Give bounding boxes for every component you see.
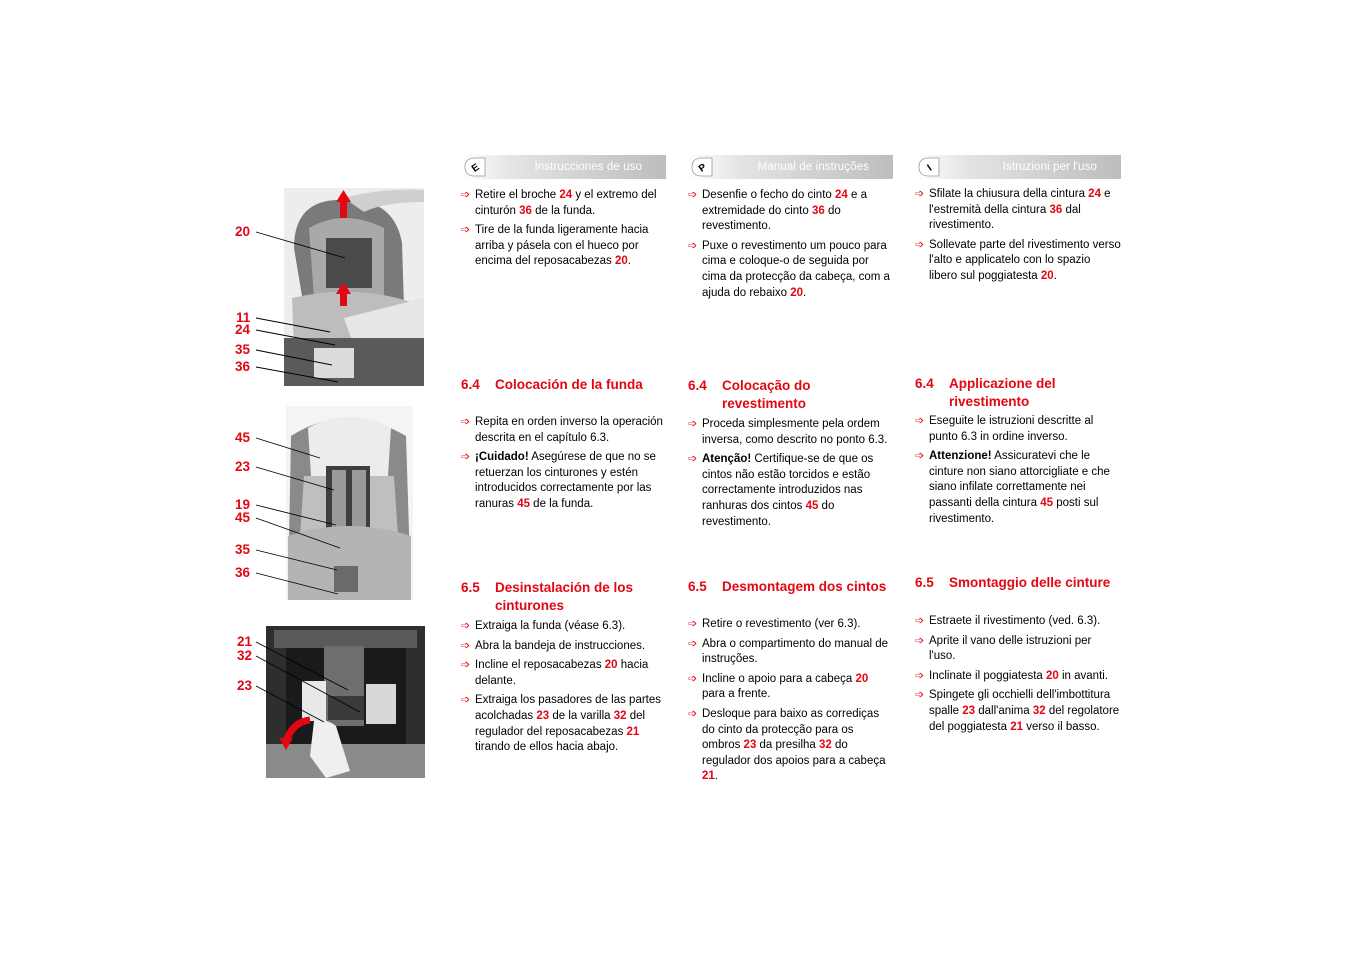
arrow-bullet-icon: ➩ xyxy=(688,189,698,201)
section-heading-6-4-es: 6.4 Colocación de la funda xyxy=(461,377,643,392)
column-header-pt xyxy=(688,155,893,179)
list-item: ➩ Tire de la funda ligeramente hacia arriba y pásela con el hueco por encima del reposacabezas 20. xyxy=(461,224,649,268)
callout-label: 35 xyxy=(235,342,251,357)
arrow-bullet-icon: ➩ xyxy=(915,188,925,200)
list-item: ➩ Sfilate la chiusura della cintura 24 e l'estremità della cintura 36 dal rivestimento. xyxy=(915,188,1111,232)
list-item: ➩ Inclinate il poggiatesta 20 in avanti. xyxy=(915,669,1121,685)
callout-label: 35 xyxy=(235,542,251,557)
arrow-bullet-icon: ➩ xyxy=(461,694,471,707)
list-item: ➩ Retire el broche 24 y el extremo del cinturón 36 de la funda. xyxy=(461,189,657,217)
language-tab-icon xyxy=(690,156,714,178)
section-6-3-pt xyxy=(688,188,894,305)
list-item: ➩ Puxe o revestimento um pouco para cima e coloque-o de seguida por cima da protecção da cabeça, com a ajuda do rebaixo 20. xyxy=(688,239,890,299)
callout-label: 19 xyxy=(235,497,251,512)
arrow-bullet-icon: ➩ xyxy=(915,238,925,251)
callout-label: 23 xyxy=(237,678,253,693)
language-tab-icon xyxy=(917,156,941,178)
column-header-it xyxy=(915,155,1121,179)
callout-label: 36 xyxy=(235,565,251,580)
arrow-bullet-icon: ➩ xyxy=(461,189,471,201)
callout-label: 45 xyxy=(235,510,251,525)
callout-label: 11 xyxy=(236,310,251,325)
arrow-bullet-icon: ➩ xyxy=(688,618,698,630)
list-item: ➩ Proceda simplesmente pela ordem inversa, como descrito no ponto 6.3. xyxy=(688,418,888,446)
arrow-bullet-icon: ➩ xyxy=(461,620,471,632)
list-item: ➩ Incline o apoio para a cabeça 20 para a frente. xyxy=(688,672,869,701)
callout-label: 23 xyxy=(235,459,251,474)
arrow-bullet-icon: ➩ xyxy=(915,615,925,627)
list-item: ➩ Extraiga los pasadores de las partes acolchadas 23 de la varilla 32 del regulador del reposacabezas 21 tirando de ellos hacia abajo. xyxy=(461,694,662,754)
list-item: ➩ Sollevate parte del rivestimento verso l'alto e applicatelo con lo spazio libero sul poggiatesta 20. xyxy=(915,238,1121,282)
list-item: ➩ Desloque para baixo as corrediças do cinto da protecção para os ombros 23 da presilha 32 do regulador dos apoios para a cabeça 21. xyxy=(688,707,886,783)
header-title: Istruzioni per l'uso xyxy=(1002,161,1097,173)
list-item: ➩ Atenção! Certifique-se de que os cintos não estão torcidos e estão correctamente introduzidos nas ranhuras dos cintos 45 do revestimento. xyxy=(688,453,874,528)
callout-label: 32 xyxy=(237,648,253,663)
callout-label: 24 xyxy=(235,322,251,337)
list-item: ➩ Incline el reposacabezas 20 hacia delante. xyxy=(461,659,649,687)
section-6-5-it xyxy=(915,614,1121,739)
arrow-bullet-icon: ➩ xyxy=(461,224,471,237)
callout-label: 45 xyxy=(235,430,251,445)
section-6-3-it xyxy=(915,187,1121,289)
svg-text:P: P xyxy=(696,161,709,175)
list-item: ➩ Extraiga la funda (véase 6.3). xyxy=(461,619,667,635)
header-title: Manual de instruções xyxy=(757,161,869,173)
callout-label: 36 xyxy=(235,359,251,374)
arrow-bullet-icon: ➩ xyxy=(461,451,471,464)
arrow-bullet-icon: ➩ xyxy=(915,450,925,463)
list-item: ➩ Abra la bandeja de instrucciones. xyxy=(461,639,667,655)
arrow-bullet-icon: ➩ xyxy=(688,453,698,466)
list-item: ➩ ¡Cuidado! Asegúrese de que no se retuerzan los cinturones y estén introducidos correctamente por las ranuras 45 de la funda. xyxy=(461,451,656,510)
callout-label: 21 xyxy=(237,634,253,649)
arrow-bullet-icon: ➩ xyxy=(688,239,698,252)
column-header-es xyxy=(461,155,666,179)
arrow-bullet-icon: ➩ xyxy=(688,418,698,430)
section-heading-6-4-pt: 6.4 Colocação do revestimento xyxy=(688,378,811,411)
list-item: ➩ Repita en orden inverso la operación descrita en el capítulo 6.3. xyxy=(461,416,663,444)
list-item: ➩ Estraete il rivestimento (ved. 6.3). xyxy=(915,614,1121,630)
section-heading-6-5-es: 6.5 Desinstalación de los cinturones xyxy=(461,580,634,613)
section-6-4-pt xyxy=(688,417,894,534)
list-item: ➩ Attenzione! Assicuratevi che le cinture non siano attorcigliate e che siano infilate correttamente nei passanti della cintura 45 posti sul rivestimento. xyxy=(915,450,1110,525)
section-6-5-es xyxy=(461,619,667,760)
arrow-bullet-icon: ➩ xyxy=(688,707,698,720)
arrow-bullet-icon: ➩ xyxy=(688,672,698,685)
section-6-4-it xyxy=(915,414,1121,531)
arrow-bullet-icon: ➩ xyxy=(461,416,471,428)
list-item: ➩ Retire o revestimento (ver 6.3). xyxy=(688,617,894,633)
language-tab-icon xyxy=(463,156,487,178)
arrow-bullet-icon: ➩ xyxy=(915,634,925,647)
section-heading-6-5-it: 6.5 Smontaggio delle cinture xyxy=(915,575,1111,590)
section-6-3-es xyxy=(461,188,667,274)
svg-text:I: I xyxy=(925,162,935,174)
section-heading-6-4-it: 6.4 Applicazione del rivestimento xyxy=(915,376,1056,409)
section-6-4-es xyxy=(461,415,667,517)
arrow-bullet-icon: ➩ xyxy=(688,637,698,650)
section-6-5-pt xyxy=(688,617,894,789)
list-item: ➩ Desenfie o fecho do cinto 24 e a extremidade do cinto 36 do revestimento. xyxy=(688,189,867,233)
section-heading-6-5-pt: 6.5 Desmontagem dos cintos xyxy=(688,579,887,594)
arrow-bullet-icon: ➩ xyxy=(461,639,471,652)
list-item: ➩ Aprite il vano delle istruzioni per l'uso. xyxy=(915,634,1092,663)
header-title: Instrucciones de uso xyxy=(534,161,642,173)
arrow-bullet-icon: ➩ xyxy=(461,659,471,672)
arrow-bullet-icon: ➩ xyxy=(915,689,925,702)
svg-text:E: E xyxy=(469,161,482,175)
list-item: ➩ Spingete gli occhielli dell'imbottitura spalle 23 dall'anima 32 del regolatore del poggiatesta 21 verso il basso. xyxy=(915,689,1120,733)
callout-label: 20 xyxy=(235,224,251,239)
arrow-bullet-icon: ➩ xyxy=(915,669,925,682)
list-item: ➩ Abra o compartimento do manual de instruções. xyxy=(688,637,889,666)
arrow-bullet-icon: ➩ xyxy=(915,415,925,427)
list-item: ➩ Eseguite le istruzioni descritte al punto 6.3 in ordine inverso. xyxy=(915,415,1094,443)
